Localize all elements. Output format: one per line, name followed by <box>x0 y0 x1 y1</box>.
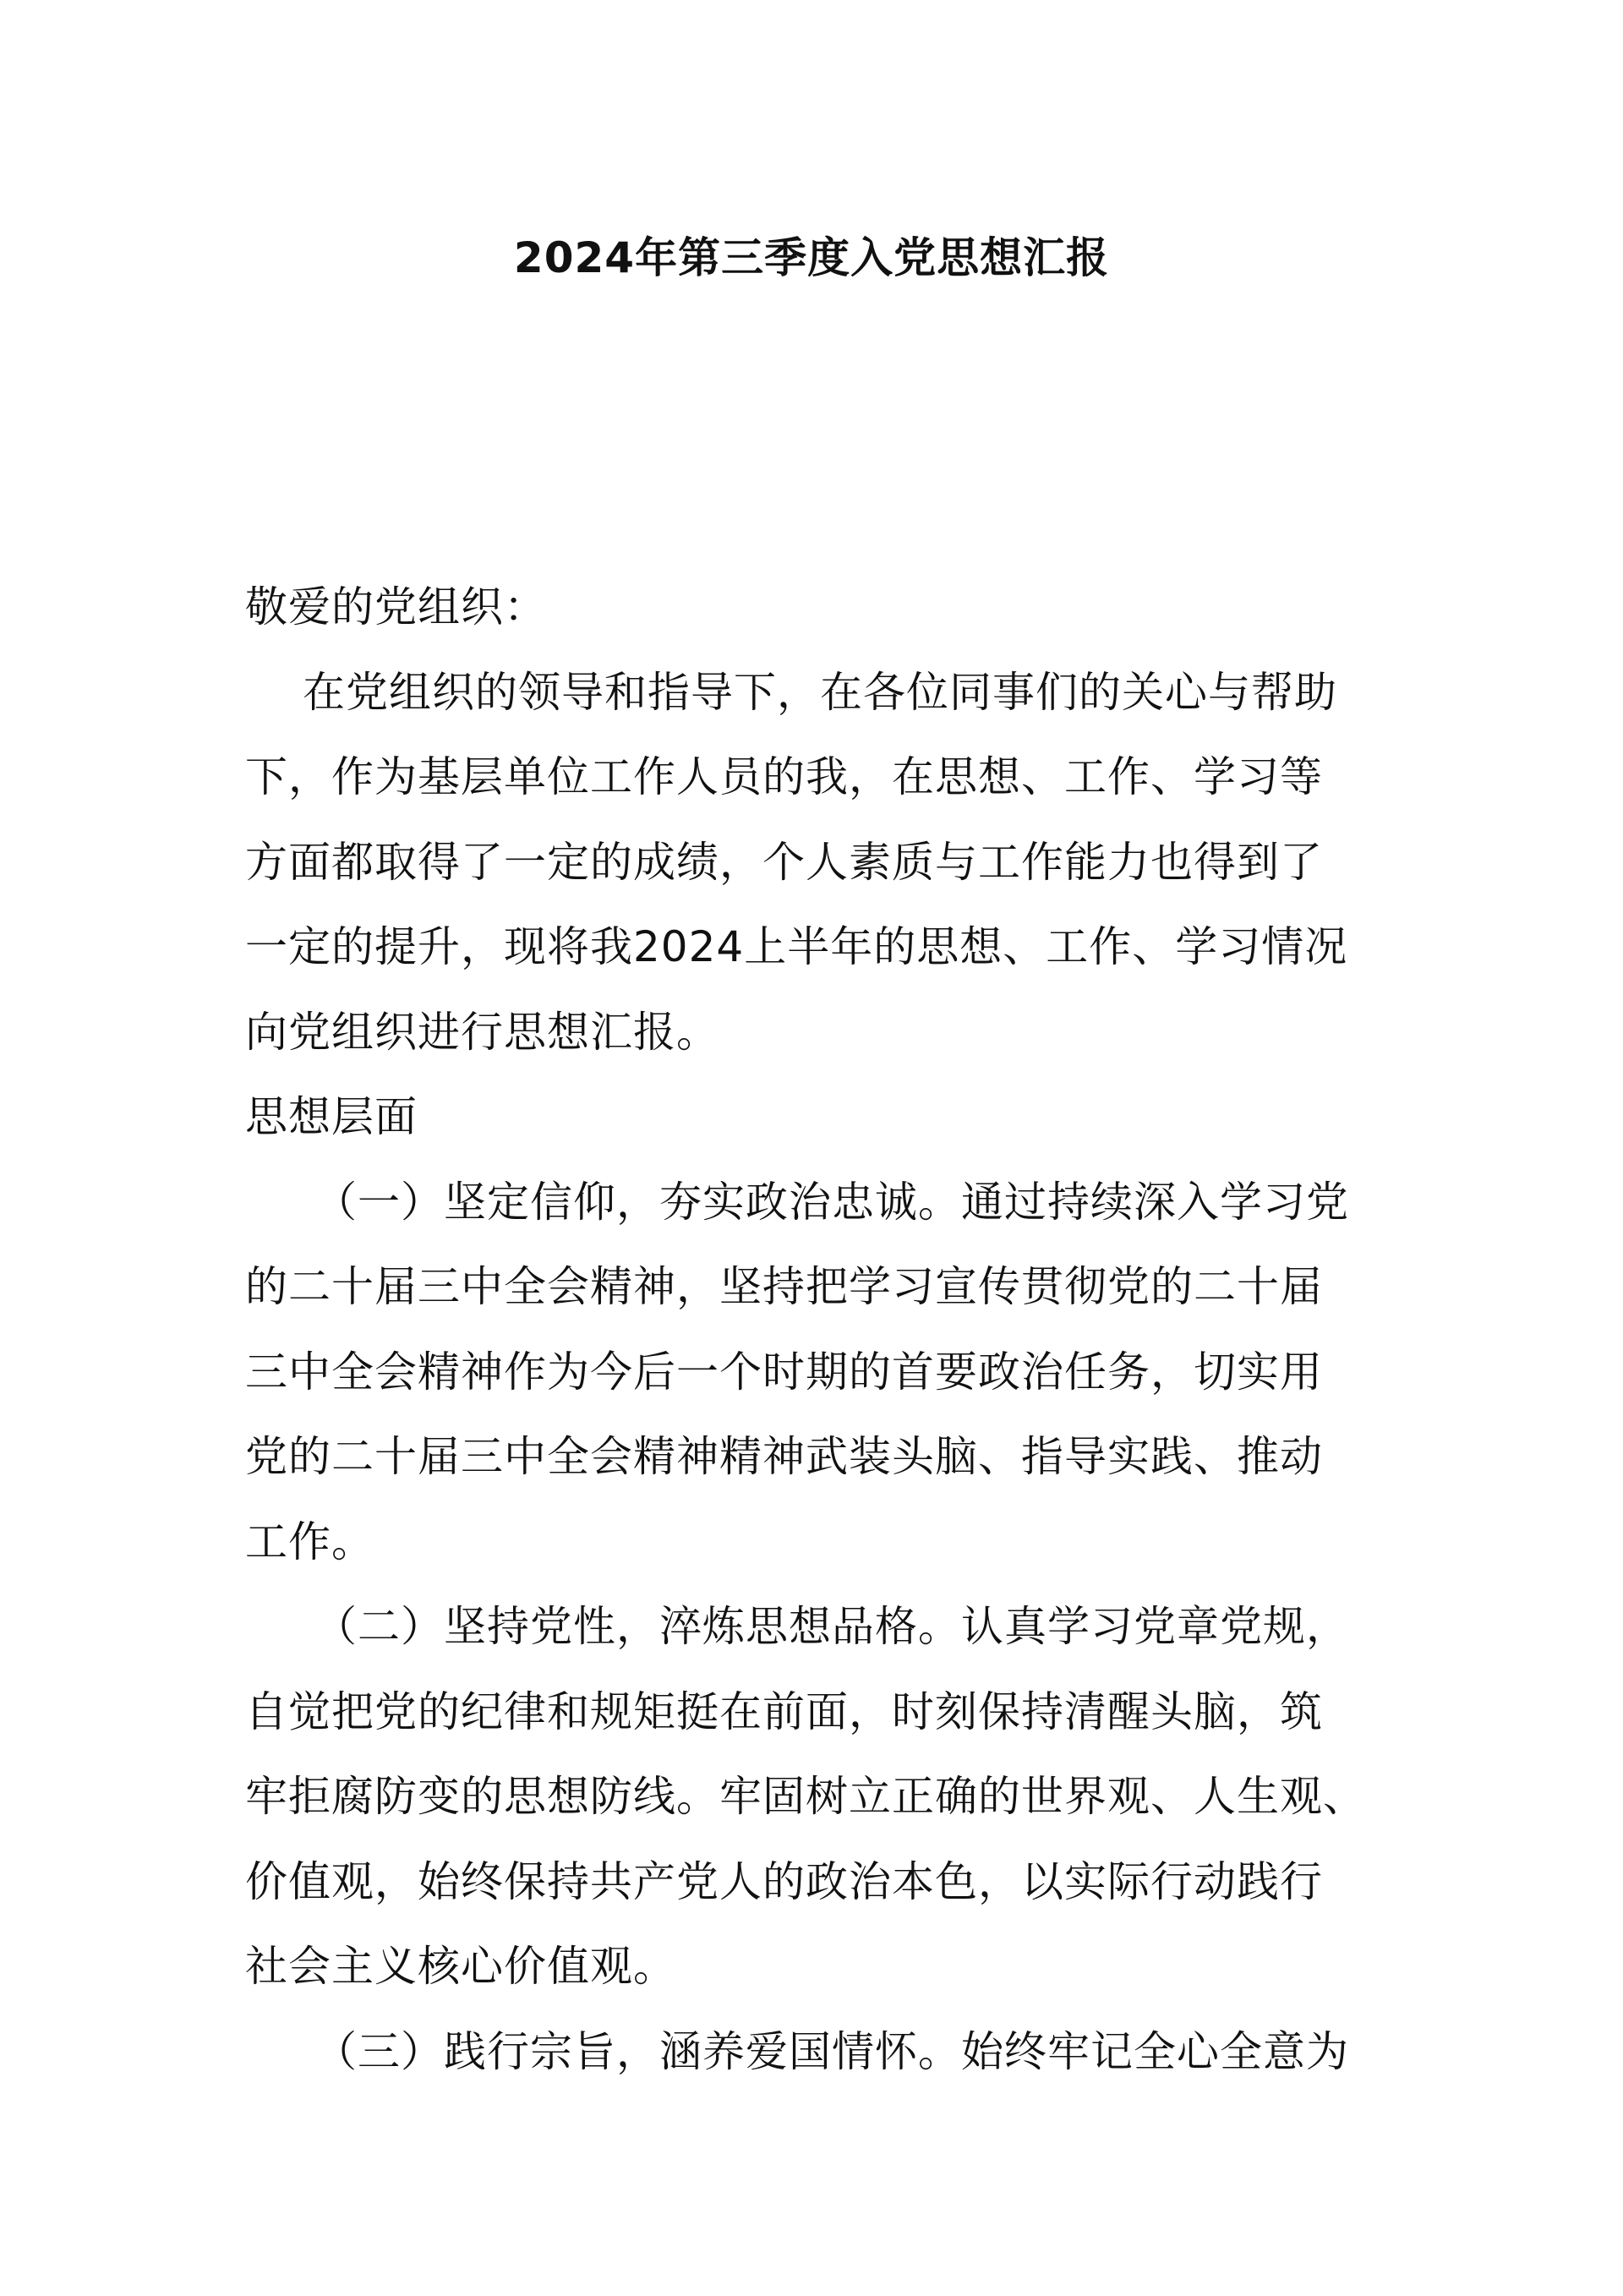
paragraph-line: 下，作为基层单位工作人员的我，在思想、工作、学习等 <box>245 752 1323 801</box>
paragraph-line: 的二十届三中全会精神，坚持把学习宣传贯彻党的二十届 <box>245 1262 1323 1311</box>
paragraph-line: 社会主义核心价值观。 <box>245 1942 676 1991</box>
paragraph-line: 价值观，始终保持共产党人的政治本色，以实际行动践行 <box>245 1856 1323 1906</box>
paragraph-line: 党的二十届三中全会精神精神武装头脑、指导实践、推动 <box>245 1432 1323 1481</box>
paragraph-line: 方面都取得了一定的成绩，个人素质与工作能力也得到了 <box>245 837 1323 887</box>
paragraph-line: 向党组织进行思想汇报。 <box>245 1007 719 1057</box>
paragraph-line: （三）践行宗旨，涵养爱国情怀。始终牢记全心全意为 <box>314 2026 1349 2076</box>
document-body <box>245 565 1403 2094</box>
paragraph-line: 自觉把党的纪律和规矩挺在前面，时刻保持清醒头脑，筑 <box>245 1686 1323 1736</box>
paragraph-line: 工作。 <box>245 1517 374 1566</box>
salutation: 敬爱的党组织： <box>245 582 547 631</box>
paragraph-line: 在党组织的领导和指导下，在各位同事们的关心与帮助 <box>303 667 1337 717</box>
paragraph-line: 一定的提升，现将我2024上半年的思想、工作、学习情况 <box>245 922 1348 971</box>
paragraph-line: 三中全会精神作为今后一个时期的首要政治任务，切实用 <box>245 1347 1323 1397</box>
section-heading: 思想层面 <box>245 1092 418 1141</box>
paragraph-line: （二）坚持党性，淬炼思想品格。认真学习党章党规， <box>314 1602 1349 1651</box>
document-title: 2024年第三季度入党思想汇报 <box>513 233 1110 282</box>
paragraph-line: 牢拒腐防变的思想防线。牢固树立正确的世界观、人生观、 <box>245 1772 1366 1821</box>
paragraph-line: （一）坚定信仰，夯实政治忠诚。通过持续深入学习党 <box>314 1177 1349 1227</box>
